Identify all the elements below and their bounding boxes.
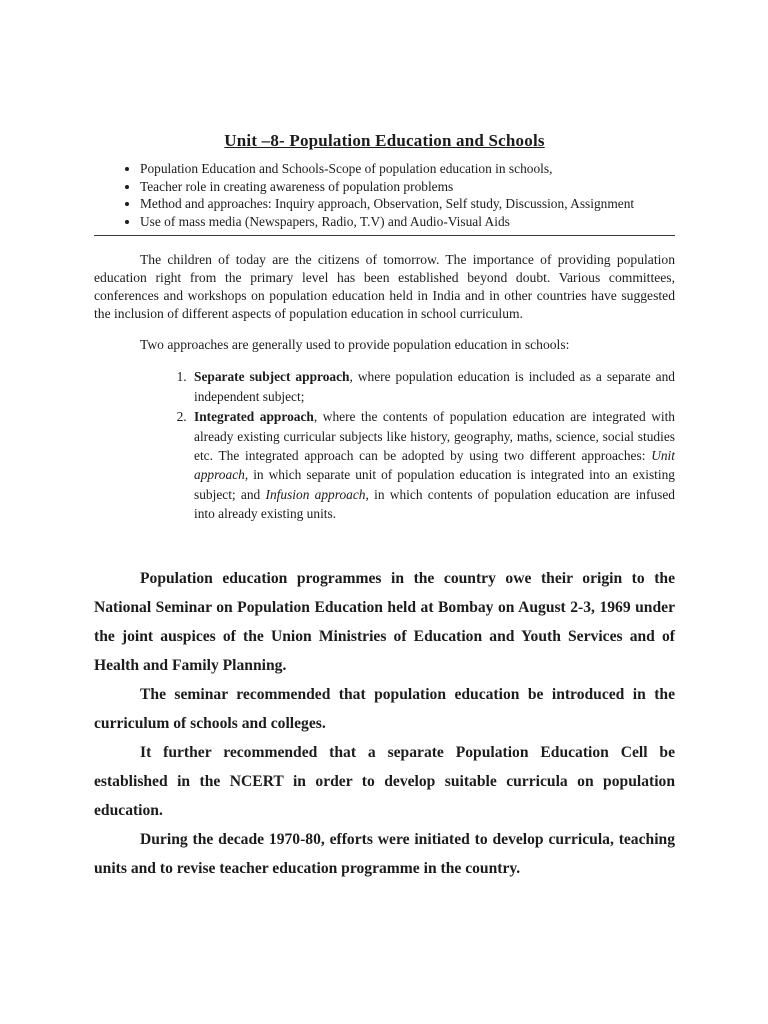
page-title: Unit –8- Population Education and Schools: [224, 131, 545, 150]
numbered-item-italic: Infusion approach: [265, 486, 366, 502]
bold-section: [94, 564, 675, 883]
numbered-item-separate-subject: [190, 367, 675, 406]
numbered-item-bold-lead: Integrated approach: [194, 409, 314, 425]
bold-paragraph: During the decade 1970-80, efforts were initiated to develop curricula, teaching units and to revise teacher education programme in the country.: [94, 830, 675, 877]
numbered-item-text: , in which separate unit of population education is integrated into an existing subject; and: [194, 467, 675, 502]
bullet-item: • Use of mass media (Newspapers, Radio, T.V) and Audio-Visual Aids: [140, 213, 675, 231]
bullet-item: • Method and approaches: Inquiry approach, Observation, Self study, Discussion, Assignment: [140, 195, 675, 213]
numbered-item-text: , where the contents of population education are integrated with already existing curricular subjects like history, geography, maths, science, social studies etc. The integrated approach can be adopted by using two different approaches:: [194, 409, 676, 463]
bullet-item: • Population Education and Schools-Scope of population education in schools,: [140, 160, 675, 178]
numbered-item-bold-lead: Separate subject approach: [194, 369, 350, 385]
numbered-item-text: , where population education is included as a separate and independent subject;: [194, 369, 675, 404]
bullet-item: • Teacher role in creating awareness of population problems: [140, 178, 675, 196]
bold-paragraph: Population education programmes in the country owe their origin to the National Seminar on Population Education held at Bombay on August 2-3, 1969 under the joint auspices of the Union Ministries of Education and Youth Services and of Health and Family Planning.: [94, 569, 675, 674]
section-divider: [94, 235, 675, 236]
numbered-list: [94, 367, 675, 523]
bold-paragraph: It further recommended that a separate Population Education Cell be established in the NCERT in order to develop suitable curricula on population education.: [94, 743, 675, 819]
approaches-lead-paragraph: Two approaches are generally used to provide population education in schools:: [140, 337, 570, 353]
bold-paragraph: The seminar recommended that population education be introduced in the curriculum of schools and colleges.: [94, 685, 675, 732]
numbered-item-text: , in which contents of population education are infused into already existing units.: [194, 486, 675, 522]
document-content: [94, 131, 675, 883]
numbered-item-italic: Unit approach: [194, 448, 675, 483]
intro-paragraph: The children of today are the citizens of tomorrow. The importance of providing population education right from the primary level has been established beyond doubt. Various committees, conferences and workshops on population education held in India and in other countries have suggested the inclusion of different aspects of population education in school curriculum.: [94, 252, 675, 322]
numbered-item-integrated: [190, 407, 675, 523]
bullet-list: [94, 160, 675, 230]
